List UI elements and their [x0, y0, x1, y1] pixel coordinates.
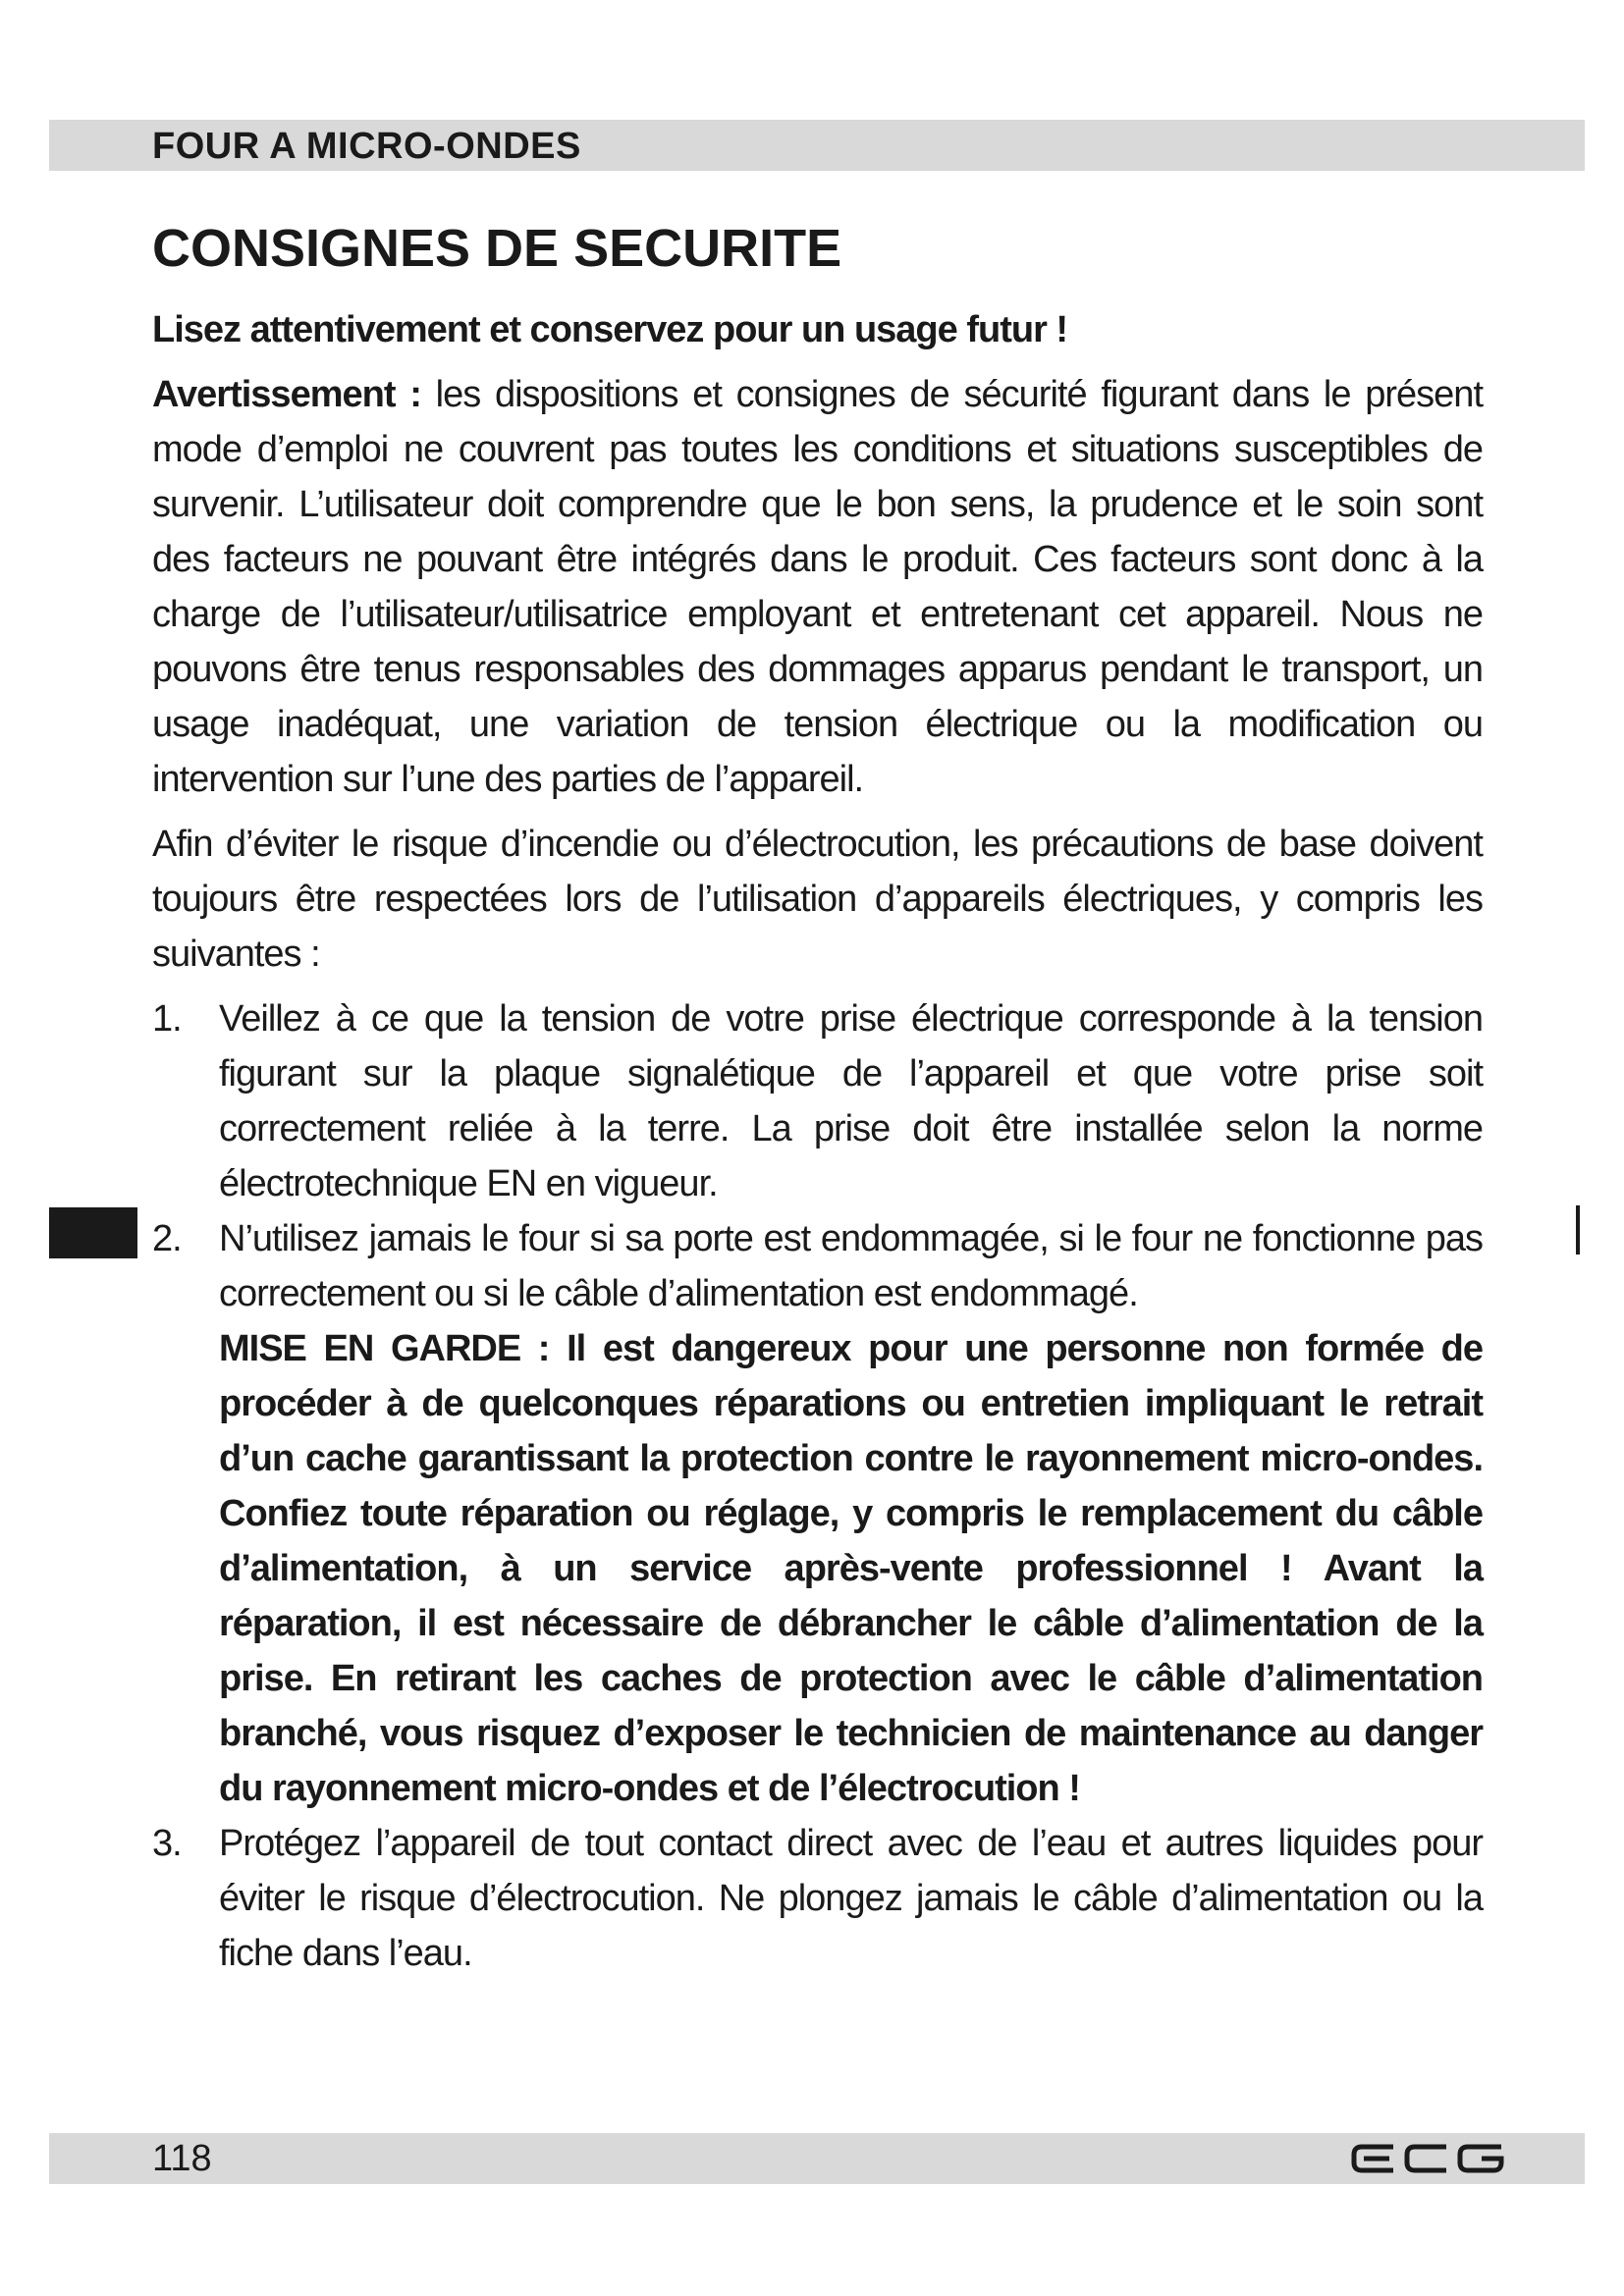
- side-tab-marker: [49, 1207, 137, 1258]
- section-title: FOUR A MICRO-ONDES: [152, 126, 581, 167]
- caution-warning: MISE EN GARDE : Il est dangereux pour une personne non formée de procéder à de quelconques réparations ou entretien impliquant le retrait d’un cache garantissant la protection contre le rayonnement micro-ondes. Confiez toute réparation ou réglage, y compris le remplacement du câble d’alimentation, à un service après-vente professionnel ! Avant la réparation, il est nécessaire de débrancher le câble d’alimentation de la prise. En retirant les caches de protection avec le câble d’alimentation branché, vous risquez d’exposer le technicien de maintenance au danger du rayonnement micro-ondes et de l’électrocution !: [219, 1328, 1483, 1809]
- ecg-logo-icon: [1350, 2141, 1507, 2176]
- page-title: CONSIGNES DE SECURITE: [152, 219, 842, 278]
- list-item: [152, 1211, 1483, 1816]
- content: [152, 302, 1483, 1981]
- list-item: [152, 1816, 1483, 1981]
- intro-paragraph: Afin d’éviter le risque d’incendie ou d’électrocution, les précautions de base doivent toujours être respectées lors de l’utilisation d’appareils électriques, y compris les suivantes :: [152, 824, 1483, 975]
- list-item-text: Veillez à ce que la tension de votre prise électrique corresponde à la tension figurant sur la plaque signalétique de l’appareil et que votre prise soit correctement reliée à la terre. La prise doit être installée selon la norme électrotechnique EN en vigueur.: [219, 998, 1483, 1204]
- warning-intro-text: les dispositions et consignes de sécurité figurant dans le présent mode d’emploi ne couvrent pas toutes les conditions et situations susceptibles de survenir. L’utilisateur doit comprendre que le bon sens, la prudence et le soin sont des facteurs ne pouvant être intégrés dans le produit. Ces facteurs sont donc à la charge de l’utilisateur/utilisatrice employant et entretenant cet appareil. Nous ne pouvons être tenus responsables des dommages apparus pendant le transport, un usage inadéquat, une variation de tension électrique ou la modification ou intervention sur l’une des parties de l’appareil.: [152, 374, 1483, 800]
- safety-rules-list: [152, 991, 1483, 1981]
- list-item-text: N’utilisez jamais le four si sa porte est endommagée, si le four ne fonctionne pas correctement ou si le câble d’alimentation est endommagé.: [219, 1218, 1483, 1314]
- page-number: 118: [152, 2138, 212, 2179]
- list-item: [152, 991, 1483, 1211]
- warning-intro-paragraph: [152, 367, 1483, 807]
- list-item-number: 3.: [152, 1823, 182, 1864]
- warning-label: Avertissement :: [152, 374, 421, 415]
- side-edge-mark: [1576, 1205, 1580, 1255]
- list-item-number: 1.: [152, 998, 182, 1040]
- subtitle: Lisez attentivement et conservez pour un usage futur !: [152, 309, 1068, 350]
- footer-bar: [49, 2133, 1585, 2184]
- header-bar: [49, 120, 1585, 171]
- list-item-text: Protégez l’appareil de tout contact direct avec de l’eau et autres liquides pour éviter le risque d’électrocution. Ne plongez jamais le câble d’alimentation ou la fiche dans l’eau.: [219, 1823, 1483, 1974]
- list-item-number: 2.: [152, 1218, 182, 1259]
